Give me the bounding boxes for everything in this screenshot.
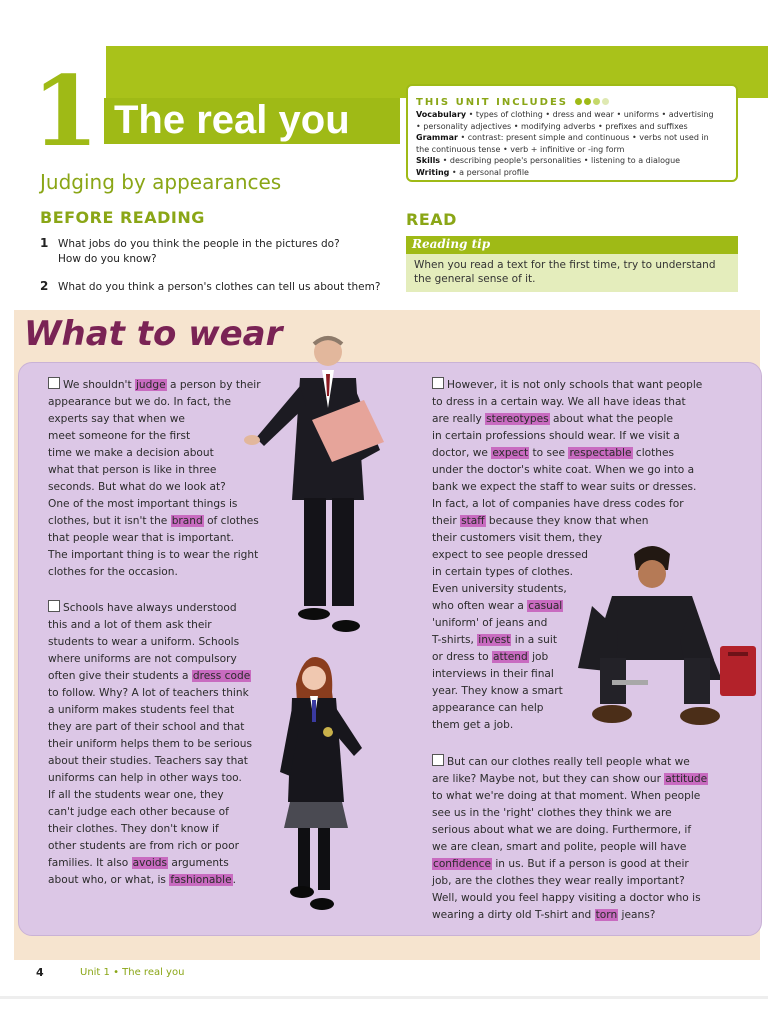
highlighted-word: casual — [528, 600, 563, 612]
highlighted-word: judge — [135, 379, 166, 391]
unit-includes-line — [416, 155, 728, 167]
paragraph-2-checkbox[interactable] — [48, 600, 60, 612]
read-heading: READ — [406, 210, 457, 229]
highlighted-word: respectable — [569, 447, 632, 459]
progress-dot — [575, 98, 582, 105]
unit-includes-list — [416, 109, 728, 178]
highlighted-word: attend — [492, 651, 528, 663]
unit-includes-text: • types of clothing • dress and wear • uniforms • advertising — [466, 110, 714, 119]
unit-includes-label: Skills — [416, 156, 441, 165]
unit-includes-text: • describing people's personalities • listening to a dialogue — [440, 156, 681, 165]
unit-includes-label: Writing — [416, 167, 450, 177]
unit-includes-line — [416, 121, 728, 133]
paragraph-1-text: We shouldn't judge a person by their appearance but we do. In fact, the experts say that when we meet someone for the first time we make a decision about what that person is like in three seconds. But what do we look at? One of the most important things is clothes, but it isn't the brand of clothes that people wear that is important. The important thing is to wear the right clothes for the occasion. — [48, 379, 261, 578]
highlighted-word: expect — [492, 447, 529, 459]
highlighted-word: dress code — [192, 670, 251, 682]
unit-includes-label: Vocabulary — [416, 110, 467, 119]
unit-includes-line — [416, 109, 728, 121]
paragraph-2-text: Schools have always understood this and a lot of them ask their students to wear a uniform. Schools where uniforms are not compulsory often give their students a dress code to follow. Why? A lot of teachers think a uniform makes students feel that they are part of their school and that their uniform helps them to be serious about their studies. Teachers say that uniforms can help in other ways too. If all the students wear one, they can't judge each other because of their clothes. They don't know if other students are from rich or poor families. It also avoids arguments about who, or what, is fashionable. — [48, 602, 253, 886]
progress-dot — [584, 98, 591, 105]
paragraph-4-checkbox[interactable] — [432, 754, 444, 766]
question-2-number: 2 — [40, 279, 49, 293]
highlighted-word: attitude — [665, 773, 708, 785]
highlighted-word: stereotypes — [486, 413, 549, 425]
unit-subtitle: Judging by appearances — [40, 170, 282, 194]
footer-rule — [0, 996, 768, 999]
paragraph-2 — [48, 600, 288, 889]
reading-tip-text: When you read a text for the first time, try to understand the general sense of it. — [406, 254, 738, 292]
progress-dot — [602, 98, 609, 105]
paragraph-4-text: But can our clothes really tell people what we are like? Maybe not, but they can show our attitude to what we're doing at that moment. When people see us in the 'right' clothes they think we are serious about what we are doing. Furthermore, if we are clean, smart and polite, people will have confidence in us. But if a person is good at their job, are the clothes they wear really important? Well, would you feel happy visiting a doctor who is wearing a dirty old T-shirt and torn jeans? — [432, 756, 708, 921]
unit-includes-text: the continuous tense • verb + infinitive or -ing form — [416, 144, 625, 154]
paragraph-4 — [432, 754, 732, 924]
paragraph-3-text: However, it is not only schools that want people to dress in a certain way. We all have ideas that are really stereotypes about what the people in certain professions should wear. If we visit a doctor, we expect to see respectable clothes under the doctor's white coat. When we go into a bank we expect the staff to wear suits or dresses. In fact, a lot of companies have dress codes for their staff because they know that when their customers visit them, they expect to see people dressed in certain types of clothes. Even university students, who often wear a casual 'uniform' of jeans and T-shirts, invest in a suit or dress to attend job interviews in their final year. They know a smart appearance can help them get a job. — [432, 379, 703, 731]
unit-includes-header — [416, 90, 728, 109]
unit-includes-box — [406, 84, 738, 182]
reading-tip-label: Reading tip — [412, 237, 491, 251]
page-number: 4 — [36, 966, 44, 979]
unit-title: The real you — [114, 98, 350, 142]
unit-includes-line — [416, 132, 728, 144]
question-2: What do you think a person's clothes can tell us about them? — [58, 281, 381, 293]
unit-includes-label: Grammar — [416, 133, 458, 142]
unit-includes-heading: THIS UNIT INCLUDES — [416, 97, 569, 108]
unit-number: 1 — [32, 55, 99, 168]
paragraph-1 — [48, 377, 288, 581]
footer-unit-label: Unit 1 • The real you — [80, 967, 185, 978]
paragraph-3-checkbox[interactable] — [432, 377, 444, 389]
unit-includes-text: • personality adjectives • modifying adverbs • prefixes and suffixes — [416, 121, 688, 131]
unit-includes-text: • a personal profile — [449, 167, 529, 177]
highlighted-word: brand — [171, 515, 203, 527]
progress-dot — [593, 98, 600, 105]
question-1: What jobs do you think the people in the pictures do? How do you know? — [58, 238, 340, 265]
paragraph-1-checkbox[interactable] — [48, 377, 60, 389]
question-1-number: 1 — [40, 236, 49, 250]
highlighted-word: fashionable — [170, 874, 232, 886]
progress-dots-icon — [573, 90, 609, 109]
unit-includes-line — [416, 144, 728, 156]
highlighted-word: torn — [595, 909, 618, 921]
highlighted-word: confidence — [433, 858, 491, 870]
highlighted-word: avoids — [132, 857, 168, 869]
unit-includes-text: • contrast: present simple and continuous • verbs not used in — [457, 133, 709, 142]
before-reading-heading: BEFORE READING — [40, 208, 205, 227]
highlighted-word: invest — [478, 634, 511, 646]
unit-includes-line — [416, 167, 728, 179]
article-title: What to wear — [24, 314, 283, 354]
paragraph-3 — [432, 377, 732, 734]
highlighted-word: staff — [461, 515, 485, 527]
